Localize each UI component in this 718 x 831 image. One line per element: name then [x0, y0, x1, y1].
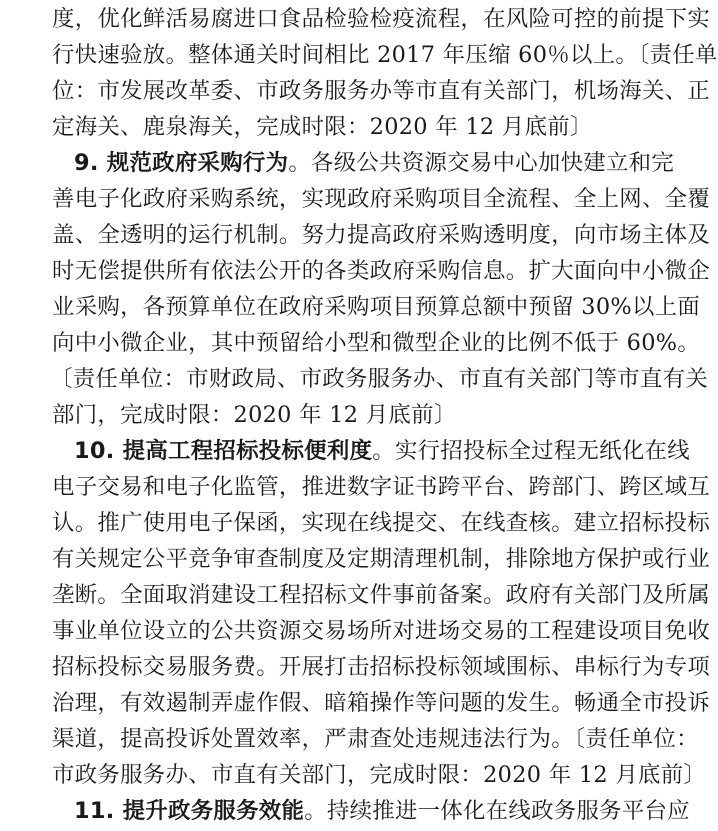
- text-line: 向中小微企业，其中预留给小型和微型企业的比例不低于 60%。: [52, 330, 701, 356]
- section-10-heading-rest: 。实行招投标全过程无纸化在线: [372, 438, 690, 464]
- text-line: 渠道，提高投诉处置效率，严肃查处违规违法行为。〔责任单位：: [52, 726, 699, 752]
- text-line: 〔责任单位：市财政局、市政务服务办、市直有关部门等市直有关: [50, 366, 709, 392]
- text-line: 行快速验放。整体通关时间相比 2017 年压缩 60％以上。〔责任单: [52, 42, 718, 68]
- text-line: 电子交易和电子化监管，推进数字证书跨平台、跨部门、跨区域互: [52, 474, 711, 500]
- text-line: 时无偿提供所有依法公开的各类政府采购信息。扩大面向中小微企: [52, 258, 711, 284]
- text-line: 业采购，各预算单位在政府采购项目预算总额中预留 30%以上面: [52, 294, 701, 320]
- section-9-first-line: [74, 144, 675, 183]
- text-line: 部门，完成时限：2020 年 12 月底前〕: [52, 402, 457, 428]
- text-line: 认。推广使用电子保函，实现在线提交、在线查核。建立招标投标: [52, 510, 711, 536]
- section-10-first-line: [74, 432, 690, 471]
- section-11-heading: 11. 提升政务服务效能: [74, 798, 305, 824]
- section-10-heading: 10. 提高工程招标投标便利度: [74, 438, 373, 464]
- text-line: 市政务服务办、市直有关部门，完成时限：2020 年 12 月底前〕: [52, 762, 707, 788]
- section-9-heading-rest: 。各级公共资源交易中心加快建立和完: [288, 150, 675, 176]
- section-11-heading-rest: 。持续推进一体化在线政务服务平台应: [304, 798, 690, 824]
- text-line: 垄断。全面取消建设工程招标文件事前备案。政府有关部门及所属: [52, 582, 711, 608]
- text-line: 盖、全透明的运行机制。努力提高政府采购透明度，向市场主体及: [52, 222, 711, 248]
- text-line: 定海关、鹿泉海关，完成时限：2020 年 12 月底前〕: [52, 114, 593, 140]
- section-11-first-line: [74, 792, 690, 831]
- text-line: 度，优化鲜活易腐进口食品检验检疫流程，在风险可控的前提下实: [52, 6, 711, 32]
- text-line: 有关规定公平竞争审查制度及定期清理机制，排除地方保护或行业: [52, 546, 711, 572]
- text-line: 位：市发展改革委、市政务服务办等市直有关部门，机场海关、正: [52, 78, 711, 104]
- section-9-heading: 9. 规范政府采购行为: [74, 150, 289, 176]
- text-line: 招标投标交易服务费。开展打击招标投标领域围标、串标行为专项: [52, 654, 711, 680]
- text-line: 事业单位设立的公共资源交易场所对进场交易的工程建设项目免收: [52, 618, 711, 644]
- text-line: 善电子化政府采购系统，实现政府采购项目全流程、全上网、全覆: [52, 186, 711, 212]
- text-line: 治理，有效遏制弄虚作假、暗箱操作等问题的发生。畅通全市投诉: [52, 690, 711, 716]
